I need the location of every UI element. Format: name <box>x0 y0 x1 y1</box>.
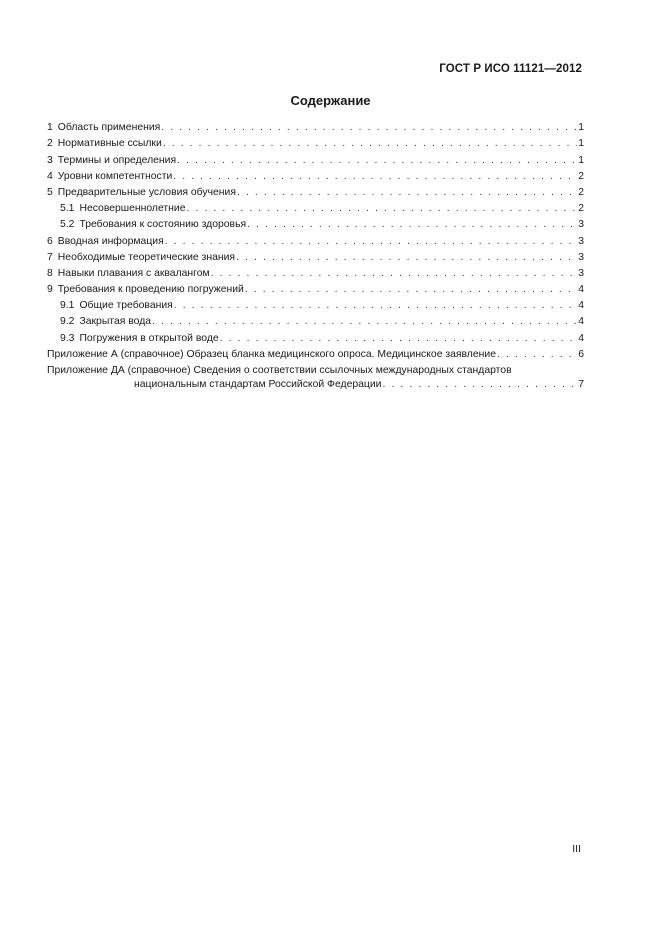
toc-appendix-a-label: Приложение А (справочное) Образец бланка медицинского опроса. Медицинское заявление <box>47 348 496 360</box>
toc-appendix-da-line2: национальным стандартам Российской Федерации <box>134 379 382 390</box>
toc-entry[interactable] <box>47 199 584 215</box>
toc-entry-page: 3 <box>578 251 584 263</box>
toc-entry[interactable] <box>47 134 584 150</box>
toc-entry-label <box>60 332 219 345</box>
toc-entry-number: 9.3 <box>60 332 75 344</box>
toc-entry-label <box>47 186 236 199</box>
toc-entry-text: Общие требования <box>79 300 173 312</box>
toc-entry-number: 9.1 <box>60 300 75 312</box>
toc-leader-dots <box>174 299 577 312</box>
toc-entry-page: 4 <box>578 284 584 296</box>
toc-entry-label <box>47 121 160 134</box>
toc-appendix-a[interactable] <box>47 345 584 361</box>
toc-entry[interactable] <box>47 328 584 344</box>
toc-entry-page: 3 <box>578 219 584 231</box>
toc-entry-number: 5.2 <box>60 219 75 231</box>
toc-entry-text: Уровни компетентности <box>57 170 173 182</box>
page-title: Содержание <box>290 93 371 108</box>
table-of-contents <box>47 118 584 391</box>
toc-entry-text: Навыки плавания с аквалангом <box>57 267 210 279</box>
toc-entry-number: 8 <box>47 267 53 279</box>
toc-leader-dots <box>165 235 578 248</box>
toc-entry-page: 2 <box>578 203 584 215</box>
toc-entry-number: 1 <box>47 122 53 134</box>
toc-entry-text: Необходимые теоретические знания <box>57 251 236 263</box>
toc-entry-label <box>47 137 162 150</box>
toc-leader-dots <box>220 332 578 345</box>
toc-leader-dots <box>187 202 578 215</box>
toc-entry-text: Закрытая вода <box>79 316 152 328</box>
toc-entry-page: 4 <box>578 316 584 328</box>
document-header: ГОСТ Р ИСО 11121—2012 <box>439 63 582 75</box>
toc-entry-number: 5.1 <box>60 203 75 215</box>
toc-entry-number: 4 <box>47 170 53 182</box>
toc-leader-dots <box>163 137 577 150</box>
toc-entry-text: Вводная информация <box>57 235 164 247</box>
toc-entry-number: 2 <box>47 138 53 150</box>
toc-entry[interactable] <box>47 248 584 264</box>
toc-leader-dots <box>245 283 577 296</box>
toc-entry-text: Несовершеннолетние <box>79 203 186 215</box>
toc-entry-text: Термины и определения <box>57 154 177 166</box>
toc-entry-number: 9 <box>47 284 53 296</box>
toc-entry-label <box>47 170 172 183</box>
toc-entry-page: 1 <box>578 154 584 166</box>
toc-entry[interactable] <box>47 183 584 199</box>
toc-entry-page: 4 <box>578 300 584 312</box>
toc-entry-label <box>60 315 151 328</box>
toc-entry-label <box>47 251 235 264</box>
toc-entry[interactable] <box>47 280 584 296</box>
toc-leader-dots <box>236 251 577 264</box>
toc-entry-page: 3 <box>578 267 584 279</box>
toc-entry-text: Область применения <box>57 122 161 134</box>
toc-entry-text: Предварительные условия обучения <box>57 186 236 198</box>
toc-leader-dots <box>173 170 577 183</box>
toc-entry-text: Требования к проведению погружений <box>57 284 244 296</box>
toc-entry[interactable] <box>47 150 584 166</box>
toc-entry-number: 6 <box>47 235 53 247</box>
toc-entry-page: 2 <box>578 186 584 198</box>
toc-entry[interactable] <box>47 264 584 280</box>
toc-leader-dots <box>161 121 577 134</box>
toc-entry-page: 1 <box>578 138 584 150</box>
toc-appendix-da-page: 7 <box>578 379 584 390</box>
toc-entry-number: 5 <box>47 186 53 198</box>
toc-entry-page: 2 <box>578 170 584 182</box>
toc-entries <box>47 118 584 345</box>
toc-entry-label <box>47 267 210 280</box>
toc-entry[interactable] <box>47 231 584 247</box>
toc-entry-label <box>47 283 244 296</box>
toc-entry-label <box>60 299 173 312</box>
toc-entry[interactable] <box>47 167 584 183</box>
toc-entry-number: 9.2 <box>60 316 75 328</box>
toc-entry-label <box>47 235 164 248</box>
toc-leader-dots <box>237 186 577 199</box>
toc-appendix-da[interactable] <box>47 361 584 391</box>
toc-entry[interactable] <box>47 312 584 328</box>
toc-appendix-da-line1: Приложение ДА (справочное) Сведения о соответствии ссылочных международных стандартов <box>47 365 512 376</box>
toc-appendix-da-line2-row <box>47 377 584 391</box>
toc-leader-dots <box>247 218 577 231</box>
toc-entry-number: 3 <box>47 154 53 166</box>
toc-leader-dots <box>152 315 577 328</box>
toc-leader-dots <box>211 267 578 280</box>
toc-entry-text: Требования к состоянию здоровья <box>79 219 247 231</box>
toc-entry[interactable] <box>47 296 584 312</box>
toc-entry-text: Нормативные ссылки <box>57 138 162 150</box>
toc-leader-dots <box>497 348 577 361</box>
toc-entry[interactable] <box>47 118 584 134</box>
toc-entry-label <box>60 202 186 215</box>
toc-entry-number: 7 <box>47 251 53 263</box>
toc-leader-dots <box>177 154 577 167</box>
toc-entry-page: 1 <box>578 122 584 134</box>
toc-leader-dots <box>382 378 577 391</box>
toc-entry-page: 3 <box>578 235 584 247</box>
toc-entry-page: 4 <box>578 332 584 344</box>
toc-entry-text: Погружения в открытой воде <box>79 332 219 344</box>
toc-entry-label <box>47 154 176 167</box>
toc-entry-label <box>60 218 246 231</box>
toc-appendix-a-page: 6 <box>578 348 584 360</box>
page-number: III <box>572 843 581 855</box>
toc-entry[interactable] <box>47 215 584 231</box>
